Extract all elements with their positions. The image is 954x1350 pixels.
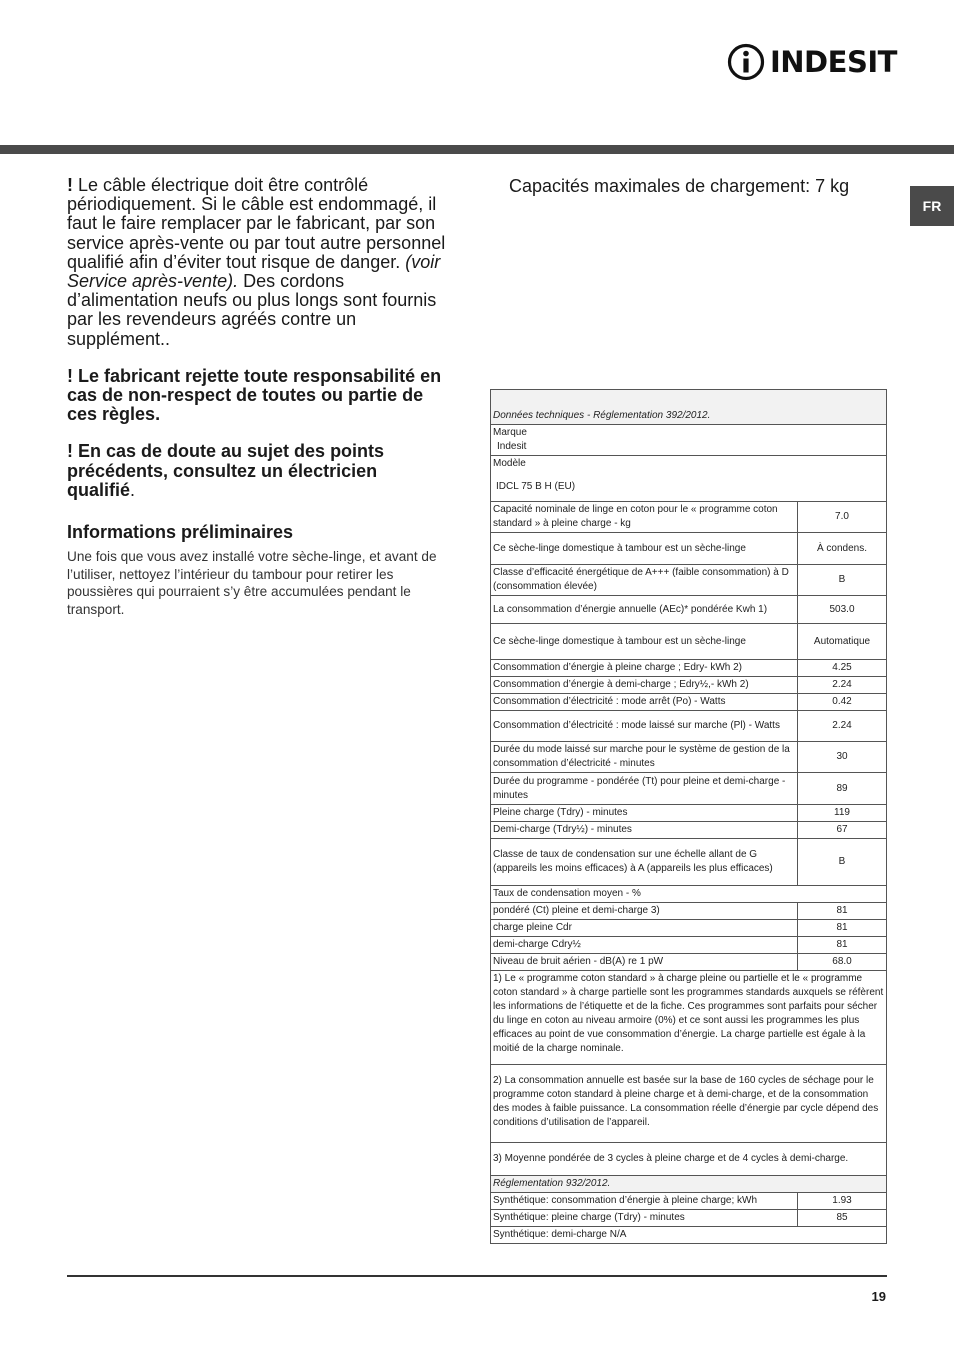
table-row-brand <box>491 425 887 456</box>
model-label: Modèle <box>493 458 526 469</box>
table-row: Consommation d’électricité : mode laissé sur marche (Pl) - Watts 2.24 <box>491 711 887 742</box>
language-tab: FR <box>910 186 954 226</box>
brand-label: Marque <box>493 427 527 438</box>
table-row: Synthétique: demi-charge N/A <box>491 1227 887 1244</box>
table-row: Capacité nominale de linge en coton pour le « programme coton standard » à pleine charge - kg 7.0 <box>491 502 887 533</box>
header-bar <box>0 145 954 154</box>
indesit-i-icon <box>726 42 766 82</box>
footnote-1: 1) Le « programme coton standard » à charge pleine ou partielle et le « programme coton standard » à charge partielle sont les programmes standards auxquels se réfèrent les informations de l’étiquette et de la fiche. Ces programmes sont parfaits pour sécher du linge en coton au niveau armoire (0%) et ce sont aussi les programmes les plus efficaces au point de vue consommation d’énergie. La charge partielle est égale à la moitié de la charge nominale. <box>491 971 887 1065</box>
table-row: Consommation d’électricité : mode arrêt (Po) - Watts 0.42 <box>491 694 887 711</box>
table-row: Demi-charge (Tdry½) - minutes 67 <box>491 822 887 839</box>
table-row: La consommation d’énergie annuelle (AEc)* pondérée Kwh 1) 503.0 <box>491 596 887 624</box>
regulation-header-row: Réglementation 932/2012. <box>491 1176 887 1193</box>
table-row: Classe de taux de condensation sur une échelle allant de G (appareils les moins efficaces) à A (appareils les plus efficaces) B <box>491 839 887 886</box>
table-row: Ce sèche-linge domestique à tambour est un sèche-linge À condens. <box>491 533 887 565</box>
table-row: Durée du mode laissé sur marche pour le système de gestion de la consommation d’électricité - minutes 30 <box>491 742 887 773</box>
model-value: IDCL 75 B H (EU) <box>496 481 576 492</box>
table-row: charge pleine Cdr 81 <box>491 920 887 937</box>
page-number: 19 <box>871 1289 886 1304</box>
table-header: Données techniques - Réglementation 392/2012. <box>491 390 887 425</box>
table-row: Durée du programme - pondérée (Tt) pour pleine et demi-charge - minutes 89 <box>491 773 887 805</box>
footnote-2: 2) La consommation annuelle est basée sur la base de 160 cycles de séchage pour le programme coton standard à pleine charge et à demi-charge, et de la consommation des modes à faible puissance. La consommation réelle d’énergie par cycle dépend des conditions d’utilisation de l’appareil. <box>491 1065 887 1143</box>
warning-doubt: ! En cas de doute au sujet des points précédents, consultez un électricien qualifié. <box>67 441 385 500</box>
table-row: Pleine charge (Tdry) - minutes 119 <box>491 805 887 822</box>
table-row: Classe d’efficacité énergétique de A+++ (faible consommation) à D (consommation élevée) B <box>491 565 887 596</box>
table-row: Consommation d’énergie à pleine charge ; Edry- kWh 2) 4.25 <box>491 660 887 677</box>
footnote-3: 3) Moyenne pondérée de 3 cycles à pleine charge et de 4 cycles à demi-charge. <box>491 1143 887 1176</box>
brand-name: INDESIT <box>770 45 897 79</box>
warning-responsibility: ! Le fabricant rejette toute responsabilité en cas de non-respect de toutes ou partie de ces règles. <box>67 365 442 425</box>
table-row: Consommation d’énergie à demi-charge ; Edry½,- kWh 2) 2.24 <box>491 677 887 694</box>
indesit-logo <box>726 42 897 82</box>
capacity-heading: Capacités maximales de chargement: 7 kg <box>509 176 850 196</box>
warning-cable: ! Le câble électrique doit être contrôlé périodiquement. Si le câble est endommagé, il faut le faire remplacer par le fabricant, par son service après-vente ou par tout autre personnel qualifié afin d’éviter tout risque de danger. (voir Service après-vente). Des cordons d’alimentation neufs ou plus longs sont fournis par les revendeurs agréés contre un supplément.. <box>67 175 446 349</box>
table-row: Taux de condensation moyen - % <box>491 886 887 903</box>
section-title: Informations préliminaires <box>67 522 294 543</box>
table-row: Ce sèche-linge domestique à tambour est un sèche-linge Automatique <box>491 624 887 660</box>
table-row: Niveau de bruit aérien - dB(A) re 1 pW 68.0 <box>491 954 887 971</box>
table-row: pondéré (Ct) pleine et demi-charge 3) 81 <box>491 903 887 920</box>
table-row: Synthétique: consommation d’énergie à pleine charge; kWh 1.93 <box>491 1193 887 1210</box>
table-header-row <box>491 390 887 425</box>
left-column <box>67 176 447 618</box>
table-row-model <box>491 456 887 502</box>
footer-rule <box>67 1275 887 1277</box>
technical-data-table <box>490 389 887 1244</box>
table-row: Synthétique: pleine charge (Tdry) - minutes 85 <box>491 1210 887 1227</box>
section-text: Une fois que vous avez installé votre sèche-linge, et avant de l’utiliser, nettoyez l’intérieur du tambour pour retirer les poussières qui pourraient s’y être accumulées pendant le transport. <box>67 549 437 617</box>
brand-value: Indesit <box>497 441 527 452</box>
table-row: demi-charge Cdry½ 81 <box>491 937 887 954</box>
